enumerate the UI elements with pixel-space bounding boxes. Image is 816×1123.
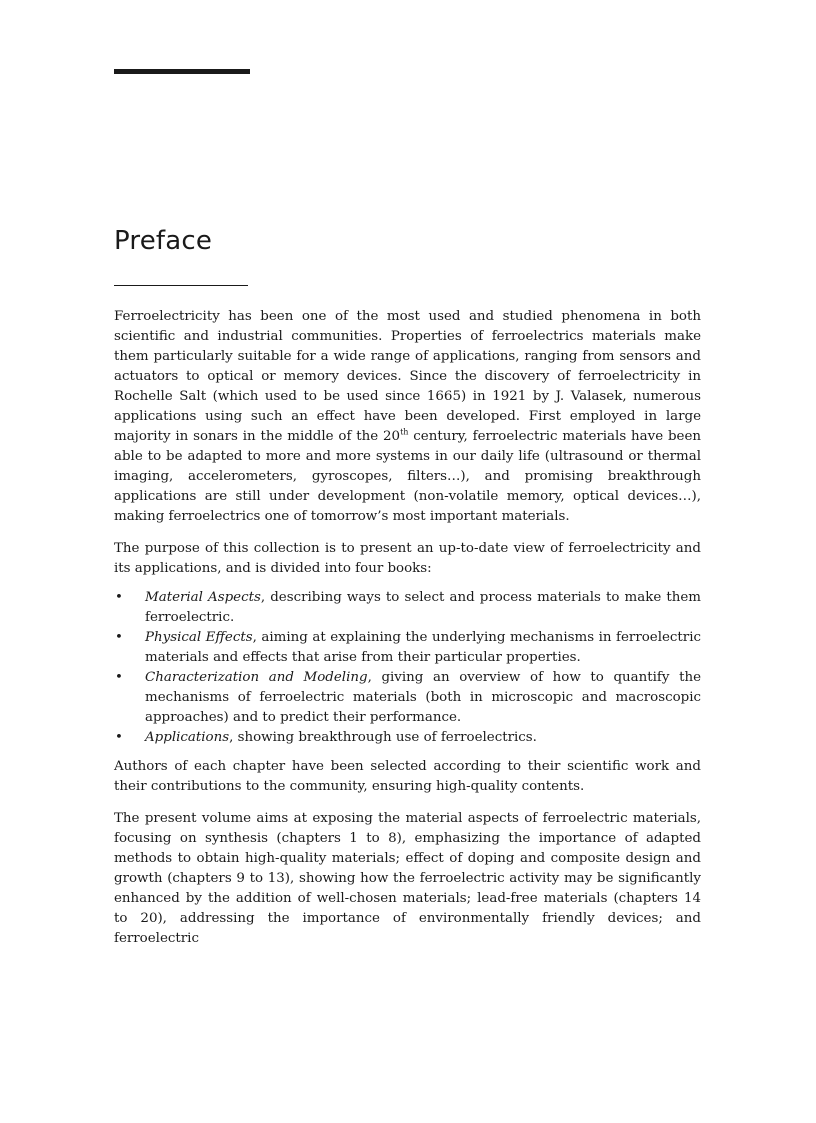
chapter-top-rule (114, 69, 250, 74)
preface-body (114, 307, 701, 961)
intro-text-end: century, ferroelectric materials have been able to be adapted to more and more systems in our daily life (ultrasound or thermal imaging, accelerometers, gyroscopes, filters…), and promising breakthrough applications are still under development (non-volatile memory, optical devices…), making ferroelectrics one of tomorrow’s most important materials. (114, 429, 702, 524)
book-list (114, 588, 701, 748)
book-title: Applications (145, 730, 230, 745)
book-description: , describing ways to select and process materials to make them ferroelectric. (145, 590, 701, 625)
list-item (114, 668, 701, 728)
book-description: , aiming at explaining the underlying mechanisms in ferroelectric materials and effects that arise from their particular properties. (145, 630, 701, 665)
book-title: Physical Effects (145, 630, 253, 645)
paragraph-volume: The present volume aims at exposing the material aspects of ferroelectric materials, focusing on synthesis (chapters 1 to 8), emphasizing the importance of adapted methods to obtain high-quality materials; effect of doping and composite design and growth (chapters 9 to 13), showing how the ferroelectric activity may be significantly enhanced by the addition of well-chosen materials; lead-free materials (chapters 14 to 20), addressing the importance of environmentally friendly devices; and ferroelectric (114, 811, 701, 946)
bullet-icon: • (115, 590, 123, 605)
bullet-icon: • (115, 670, 123, 685)
page-title: Preface (114, 226, 213, 256)
bullet-icon: • (115, 730, 123, 745)
bullet-icon: • (115, 630, 123, 645)
intro-text-start: Ferroelectricity has been one of the most used and studied phenomena in both scientific and industrial communities. Properties of ferroelectrics materials make them particularly suitable for a wide range of applications, ranging from sensors and actuators to optical or memory devices. Since the discovery of ferroelectricity in Rochelle Salt (which used to be used since 1665) in 1921 by J. Valasek, numerous applications using such an effect have been developed. First employed in large majority in sonars in the middle of the 20 (114, 309, 701, 444)
paragraph-intro (114, 307, 701, 527)
book-description: , showing breakthrough use of ferroelectrics. (229, 730, 537, 745)
paragraph-purpose: The purpose of this collection is to present an up-to-date view of ferroelectricity and its applications, and is divided into four books: (114, 541, 701, 576)
book-title: Material Aspects (145, 590, 261, 605)
list-item (114, 628, 701, 668)
book-description: , giving an overview of how to quantify the mechanisms of ferroelectric materials (both in microscopic and macroscopic approaches) and to predict their performance. (145, 670, 702, 725)
ordinal-suffix: th (400, 427, 409, 437)
list-item (114, 728, 701, 748)
title-underline (114, 285, 248, 286)
book-title: Characterization and Modeling (145, 670, 368, 685)
list-item (114, 588, 701, 628)
paragraph-authors: Authors of each chapter have been selected according to their scientific work and their contributions to the community, ensuring high-quality contents. (114, 759, 701, 794)
